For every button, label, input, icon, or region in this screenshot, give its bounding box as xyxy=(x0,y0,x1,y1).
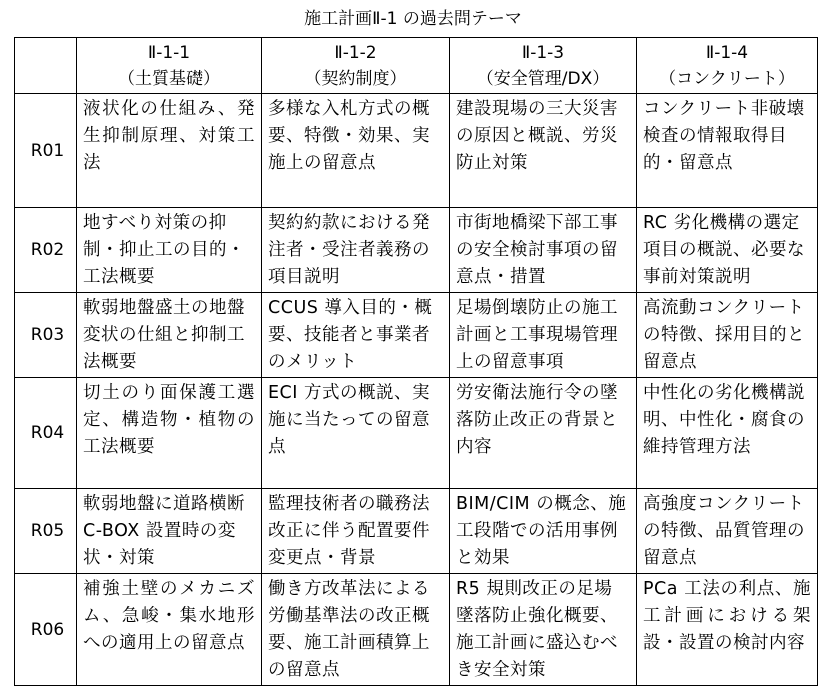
column-code: Ⅱ-1-2 xyxy=(334,42,377,63)
table-row xyxy=(15,293,818,378)
column-header xyxy=(77,38,262,94)
table-cell: 軟弱地盤に道路横断 C-BOX 設置時の変状・対策 xyxy=(77,489,262,574)
table-cell: 地すべり対策の抑制・抑止工の目的・工法概要 xyxy=(77,208,262,293)
table-cell: 建設現場の三大災害の原因と概説、労災防止対策 xyxy=(450,94,637,208)
table-cell: 多様な入札方式の概要、特徴・効果、実施上の留意点 xyxy=(262,94,450,208)
table-cell: 補強土壁のメカニズム、急峻・集水地形への適用上の留意点 xyxy=(77,574,262,686)
table-cell: 中性化の劣化機構説明、中性化・腐食の維持管理方法 xyxy=(637,378,818,489)
table-cell: 契約約款における発注者・受注者義務の項目説明 xyxy=(262,208,450,293)
table-cell: 軟弱地盤盛土の地盤変状の仕組と抑制工法概要 xyxy=(77,293,262,378)
row-year-label: R01 xyxy=(15,94,77,208)
table-cell: 高流動コンクリートの特徴、採用目的と留意点 xyxy=(637,293,818,378)
table-cell: CCUS 導入目的・概要、技能者と事業者のメリット xyxy=(262,293,450,378)
table-cell: 働き方改革法による労働基準法の改正概要、施工計画積算上の留意点 xyxy=(262,574,450,686)
row-year-label: R02 xyxy=(15,208,77,293)
row-year-label: R03 xyxy=(15,293,77,378)
table-row xyxy=(15,489,818,574)
table-cell: RC 劣化機構の選定項目の概説、必要な事前対策説明 xyxy=(637,208,818,293)
column-subtitle: （安全管理/DX） xyxy=(476,68,610,89)
column-header xyxy=(450,38,637,94)
table-cell: コンクリート非破壊検査の情報取得目的・留意点 xyxy=(637,94,818,208)
page-title: 施工計画Ⅱ-1 の過去問テーマ xyxy=(304,9,522,29)
table-cell: ECI 方式の概説、実施に当たっての留意点 xyxy=(262,378,450,489)
table-header-row xyxy=(15,38,818,94)
column-subtitle: （契約制度） xyxy=(304,68,407,89)
table-cell: 労安衛法施行令の墜落防止改正の背景と内容 xyxy=(450,378,637,489)
table-cell: 市街地橋梁下部工事の安全検討事項の留意点・措置 xyxy=(450,208,637,293)
table-cell: 高強度コンクリートの特徴、品質管理の留意点 xyxy=(637,489,818,574)
table-cell: 切土のり面保護工選定、構造物・植物の工法概要 xyxy=(77,378,262,489)
row-year-label: R04 xyxy=(15,378,77,489)
row-year-label: R05 xyxy=(15,489,77,574)
column-subtitle: （コンクリート） xyxy=(659,68,795,89)
table-row xyxy=(15,208,818,293)
column-code: Ⅱ-1-4 xyxy=(705,42,749,63)
column-subtitle: （土質基礎） xyxy=(118,68,220,89)
table-row xyxy=(15,94,818,208)
row-year-label: R06 xyxy=(15,574,77,686)
exam-topics-table xyxy=(14,37,818,686)
table-cell: PCa 工法の利点、施工計画における架設・設置の検討内容 xyxy=(637,574,818,686)
table-row xyxy=(15,574,818,686)
column-code: Ⅱ-1-1 xyxy=(147,42,191,63)
column-header xyxy=(637,38,818,94)
table-row xyxy=(15,378,818,489)
column-code: Ⅱ-1-3 xyxy=(521,42,565,63)
table-cell: 液状化の仕組み、発生抑制原理、対策工法 xyxy=(77,94,262,208)
table-cell: BIM/CIM の概念、施工段階での活用事例と効果 xyxy=(450,489,637,574)
table-cell: 監理技術者の職務法改正に伴う配置要件変更点・背景 xyxy=(262,489,450,574)
table-cell: R5 規則改正の足場墜落防止強化概要、施工計画に盛込むべき安全対策 xyxy=(450,574,637,686)
table-cell: 足場倒壊防止の施工計画と工事現場管理上の留意事項 xyxy=(450,293,637,378)
column-header xyxy=(262,38,450,94)
corner-cell xyxy=(15,38,77,94)
